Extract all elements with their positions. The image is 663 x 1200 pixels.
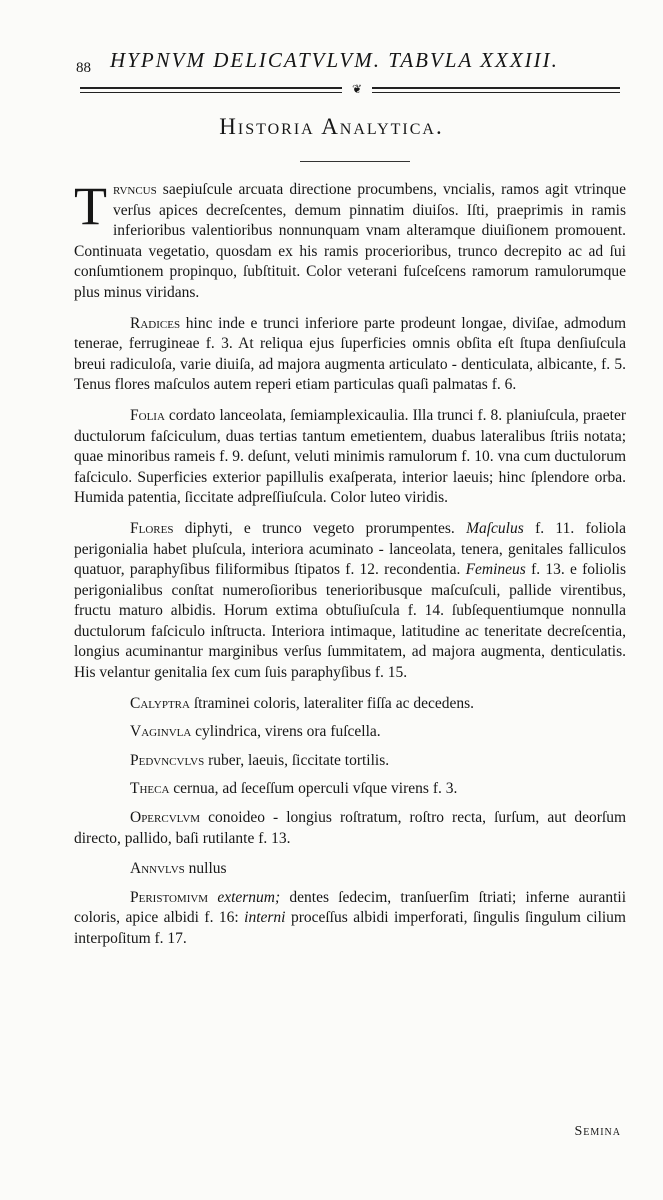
flores-text-2: f. 11. foliola perigonialia habet pluſcula, interiora acuminato - lanceolata, tenera, genitales falliculos quatuor, paraphyſibus filiformibus ſtipatos f. 12. recondentia. bbox=[74, 519, 626, 579]
paragraph-peristomium bbox=[74, 888, 626, 950]
term-folia: Folia bbox=[130, 406, 165, 424]
term-peristomium: Peristomivm bbox=[130, 888, 209, 906]
fleuron-ornament-icon: ❦ bbox=[342, 82, 372, 96]
operculum-text: conoideo - longius roſtratum, roſtro recta, ſurſum, aut deorſum directo, pallido, baſi rutilante f. 13. bbox=[74, 809, 626, 847]
catchword: Semina bbox=[574, 1124, 621, 1139]
truncus-text: saepiuſcule arcuata directione procumbens, vncialis, ramos agit vtrinque verſus apices decreſcentes, demum pinnatim diuiſos. Iſti, praeprimis in ramis inferioribus valentioribus nonnunquam vnam alteramque diuiſionem promouent. Continuata vegetatio, quosdam ex his ramis procerioribus, trunco decrepito ac ad ſui conſumtionem propinquo, ſubſtituit. Color veterani fuſceſcens ramorum ramulorumque plus minus viridans. bbox=[74, 181, 626, 301]
section-title: Historia Analytica. bbox=[219, 114, 444, 139]
term-vaginula: Vaginvla bbox=[130, 723, 192, 741]
paragraph-flores bbox=[74, 519, 626, 684]
term-interni: interni bbox=[244, 909, 286, 927]
term-flores: Flores bbox=[130, 519, 174, 537]
paragraph-vaginula bbox=[74, 722, 626, 743]
vaginula-text: cylindrica, virens ora fuſcella. bbox=[191, 723, 381, 741]
term-externum: externum; bbox=[217, 888, 281, 906]
term-pedunculus: Pedvncvlvs bbox=[130, 751, 205, 769]
peristomium-text-1: dentes ſedecim, tranſuerſim ſtriati; inferne aurantii coloris, apice albidi f. 16: bbox=[74, 888, 627, 927]
text-body bbox=[74, 176, 627, 960]
annulus-text: nullus bbox=[184, 860, 227, 878]
term-annulus: Annvlvs bbox=[130, 860, 185, 878]
running-title: HYPNVM DELICATVLVM. TABVLA XXXIII. bbox=[110, 48, 559, 72]
term-femineus: Femineus bbox=[465, 561, 526, 579]
title-rule bbox=[300, 161, 410, 162]
theca-text: cernua, ad ſeceſſum operculi vſque virens f. 3. bbox=[169, 780, 458, 798]
flores-text-1: diphyti, e trunco vegeto prorumpentes. bbox=[173, 519, 467, 537]
term-calyptra: Calyptra bbox=[130, 694, 190, 712]
paragraph-truncus bbox=[74, 176, 626, 304]
folia-text: cordato lanceolata, ſemiamplexicaulia. Illa trunci f. 8. planiuſcula, praeter ductulorum faſciculum, duas tertias tantum emetientem, duabus lateralibus ſtriis notata; quae minoribus rameis f. 9. deſunt, veluti minimis ramulorum f. 10. vna cum ductulorum faſciculo. Superficies exterior papillulis exaſperata, interior laeuis; hinc ſplendore orba. Humida patentia, ſiccitate adpreſſiuſcula. Color luteo viridis. bbox=[74, 406, 626, 507]
term-operculum: Opercvlvm bbox=[130, 809, 201, 827]
paragraph-operculum bbox=[74, 808, 626, 849]
term-theca: Theca bbox=[130, 780, 170, 798]
drop-cap: T bbox=[74, 176, 107, 236]
term-radices: Radices bbox=[130, 314, 181, 332]
term-masculus: Maſculus bbox=[466, 519, 524, 537]
peristomium-text-2: proceſſus albidi imperforati, ſingulis ſingulum cilium interpoſitum f. 17. bbox=[74, 909, 626, 947]
paragraph-theca bbox=[74, 779, 626, 800]
page-header bbox=[76, 42, 623, 82]
radices-text: hinc inde e trunci inferiore parte prodeunt longae, diviſae, admodum tenerae, ferrugineae f. 3. At reliqua ejus ſuperficies omnis obſita eſt ſtupa denſiuſcula breui radiculoſa, varie diuiſa, ad majora augmenta articulato - denticulata, albicante, f. 5. Tenus flores maſculos autem reperi etiam particulas quaſi palmatas f. 6. bbox=[74, 314, 626, 394]
header-rule bbox=[80, 84, 620, 98]
paragraph-folia bbox=[74, 406, 626, 509]
page-number: 88 bbox=[76, 60, 91, 76]
paragraph-radices bbox=[74, 314, 626, 396]
pedunculus-text: ruber, laeuis, ſiccitate tortilis. bbox=[204, 751, 390, 769]
paragraph-pedunculus bbox=[74, 751, 626, 772]
flores-text-3: f. 13. e foliolis perigonialibus conſtat numeroſioribus tenerioribusque maſcuſculi, pallide virentibus, fructu maturo albidis. Horum extima obtuſiuſcula f. 14. ſubſequentiumque nonnulla ductulorum faſciculo inſtructa. Interiora intimaque, latitudine ac teneritate decreſcentia, longius acuminantur marginibus verſus ſummitatem, ad majora augmenta, denticulatis. His velantur genitalia ſex cum ſuis paraphyſibus f. 15. bbox=[74, 561, 626, 682]
calyptra-text: ſtraminei coloris, lateraliter fiſſa ac decedens. bbox=[189, 694, 475, 712]
term-truncus: rvncus bbox=[113, 181, 157, 198]
paragraph-annulus bbox=[74, 859, 626, 880]
paragraph-calyptra bbox=[74, 694, 626, 715]
